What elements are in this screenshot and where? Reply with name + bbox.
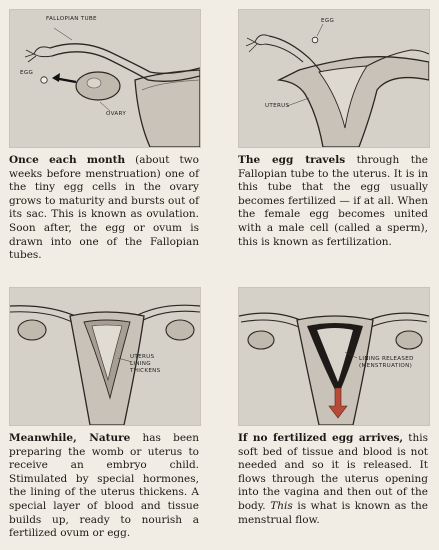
menstruation-illustration <box>238 287 430 426</box>
lining-released-label: LINING RELEASED (MENSTRUATION) <box>359 356 414 369</box>
caption-body: this soft bed of tissue and blood is not needed and so it is released. It flows through the uterus opening into the vagina and then out of the body. <box>238 432 428 512</box>
caption-lead: The egg travels <box>238 154 346 166</box>
ovulation-caption <box>9 154 199 263</box>
caption-lead: Once each month <box>9 154 126 166</box>
uterus-label: UTERUS <box>265 103 290 109</box>
caption-emphasis: This <box>270 499 293 512</box>
ovulation-illustration <box>9 9 201 148</box>
panel-lining-thickens <box>9 287 199 541</box>
panel-ovulation <box>9 9 199 263</box>
caption-body: through the Fallopian tube to the uterus. It is in this tube that the egg usually becomes fertilized — if at all. When the female egg becomes united with a male cell (called a sperm), this is known as fertilization. <box>238 154 428 248</box>
egg-label: EGG <box>20 70 34 76</box>
lining-thickens-illustration <box>9 287 201 426</box>
caption-lead: If no fertilized egg arrives, <box>238 432 404 444</box>
caption-body: (about two weeks before menstruation) one of the tiny egg cells in the ovary grows to maturity and bursts out of its sac. This is known as ovulation. Soon after, the egg or ovum is drawn into one of the Fallopian tubes. <box>9 154 199 262</box>
uterus-lining-label: UTERUS LINING THICKENS <box>130 354 161 374</box>
ovary-diagram <box>10 10 200 147</box>
caption-body-end: is what is known as the menstrual flow. <box>238 499 428 526</box>
uterus-diagram <box>239 10 429 147</box>
lining-thickens-caption <box>9 432 199 541</box>
caption-lead: Meanwhile, Nature <box>9 432 131 444</box>
egg-label: EGG <box>321 18 335 24</box>
fallopian-tube-label: FALLOPIAN TUBE <box>46 16 97 22</box>
caption-body: has been preparing the womb or uterus to receive an embryo child. Stimulated by special hormones, the lining of the uterus thickens. A special layer of blood and tissue builds up, ready to nourish a fertilized ovum or egg. <box>9 432 200 540</box>
ovary-label: OVARY <box>106 111 127 117</box>
egg-travels-caption <box>238 154 428 249</box>
panel-menstruation <box>238 287 428 527</box>
menstruation-caption <box>238 432 428 527</box>
uterus-lining-diagram <box>10 288 200 425</box>
egg-travels-illustration <box>238 9 430 148</box>
panel-egg-travels <box>238 9 428 249</box>
